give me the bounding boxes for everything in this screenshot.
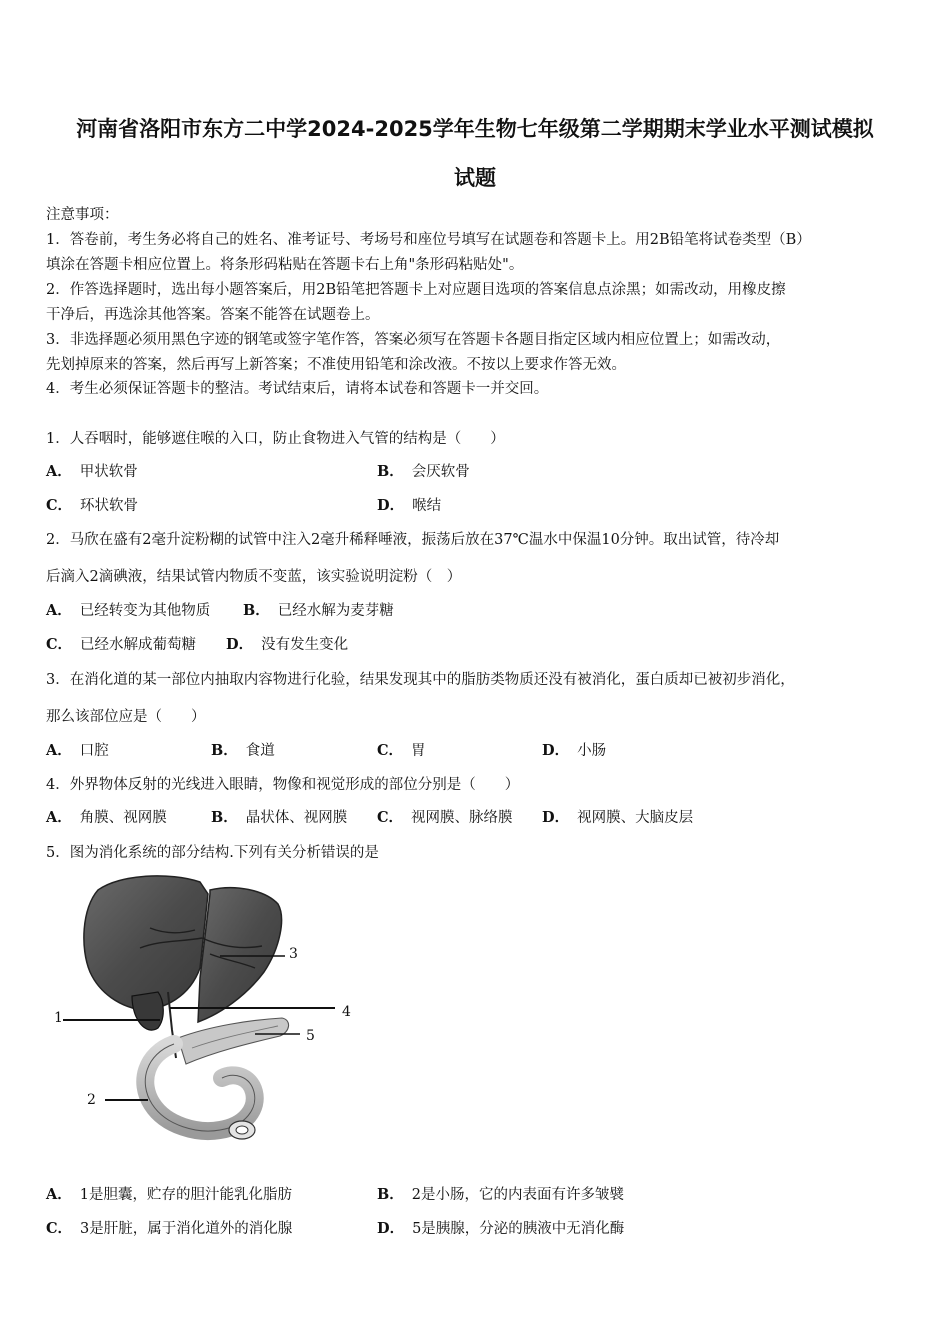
- question-5-option-c[interactable]: C． 3是肝脏，属于消化道外的消化腺: [46, 1220, 293, 1237]
- question-1-option-d[interactable]: D． 喉结: [377, 497, 442, 514]
- question-2-option-d[interactable]: D． 没有发生变化: [226, 636, 349, 653]
- question-2-stem: 2．马欣在盛有2毫升淀粉糊的试管中注入2毫升稀释唾液，振荡后放在37℃温水中保温10分钟。取出试管，待冷却: [46, 532, 780, 548]
- question-5-option-a[interactable]: A． 1是胆囊，贮存的胆汁能乳化脂肪: [46, 1186, 292, 1203]
- figure-label-5: 5: [306, 1028, 315, 1044]
- figure-label-1: 1: [54, 1010, 63, 1026]
- question-3-option-d[interactable]: D． 小肠: [542, 742, 607, 759]
- question-3-stem: 3．在消化道的某一部位内抽取内容物进行化验，结果发现其中的脂肪类物质还没有被消化，蛋白质却已被初步消化，: [46, 672, 795, 688]
- question-2-option-b[interactable]: B． 已经水解为麦芽糖: [243, 602, 394, 619]
- question-1-option-b[interactable]: B． 会厌软骨: [377, 463, 470, 480]
- question-3-option-a[interactable]: A． 口腔: [46, 742, 109, 759]
- notice-line: 填涂在答题卡相应位置上。将条形码粘贴在答题卡右上角"条形码粘贴处"。: [46, 257, 524, 273]
- notice-line: 干净后，再选涂其他答案。答案不能答在试题卷上。: [46, 307, 380, 323]
- question-5-option-b[interactable]: B． 2是小肠，它的内表面有许多皱襞: [377, 1186, 624, 1203]
- question-2-stem-continued: 后滴入2滴碘液，结果试管内物质不变蓝，该实验说明淀粉（ ）: [46, 569, 462, 585]
- digestive-system-figure: [50, 868, 360, 1148]
- figure-label-3: 3: [289, 946, 298, 962]
- question-4-option-b[interactable]: B． 晶状体、视网膜: [211, 809, 348, 826]
- question-3-option-c[interactable]: C． 胃: [377, 742, 426, 759]
- question-1-stem: 1．人吞咽时，能够遮住喉的入口，防止食物进入气管的结构是（ ）: [46, 431, 505, 447]
- notice-line: 先划掉原来的答案，然后再写上新答案；不准使用铅笔和涂改液。不按以上要求作答无效。: [46, 357, 626, 373]
- notice-heading: 注意事项：: [46, 207, 119, 223]
- question-1-option-a[interactable]: A． 甲状软骨: [46, 463, 138, 480]
- question-2-option-a[interactable]: A． 已经转变为其他物质: [46, 602, 211, 619]
- question-5-option-d[interactable]: D． 5是胰腺，分泌的胰液中无消化酶: [377, 1220, 625, 1237]
- question-4-option-a[interactable]: A． 角膜、视网膜: [46, 809, 167, 826]
- notice-line: 4．考生必须保证答题卡的整洁。考试结束后，请将本试卷和答题卡一并交回。: [46, 381, 549, 397]
- notice-line: 2．作答选择题时，选出每小题答案后，用2B铅笔把答题卡上对应题目选项的答案信息点涂黑；如需改动，用橡皮擦: [46, 282, 786, 298]
- page-title-continued: 试题: [454, 166, 496, 190]
- figure-label-2: 2: [87, 1092, 96, 1108]
- page-title: 河南省洛阳市东方二中学2024-2025学年生物七年级第二学期期末学业水平测试模拟: [76, 117, 874, 141]
- question-4-stem: 4．外界物体反射的光线进入眼睛，物像和视觉形成的部位分别是（ ）: [46, 777, 520, 793]
- question-5-stem: 5．图为消化系统的部分结构.下列有关分析错误的是: [46, 845, 379, 861]
- notice-line: 1．答卷前，考生务必将自己的姓名、准考证号、考场号和座位号填写在试题卷和答题卡上。用2B铅笔将试卷类型（B）: [46, 232, 811, 248]
- question-4-option-d[interactable]: D． 视网膜、大脑皮层: [542, 809, 694, 826]
- figure-label-4: 4: [342, 1004, 351, 1020]
- question-2-option-c[interactable]: C． 已经水解成葡萄糖: [46, 636, 197, 653]
- question-3-stem-continued: 那么该部位应是（ ）: [46, 709, 206, 725]
- question-3-option-b[interactable]: B． 食道: [211, 742, 275, 759]
- question-1-option-c[interactable]: C． 环状软骨: [46, 497, 139, 514]
- question-4-option-c[interactable]: C． 视网膜、脉络膜: [377, 809, 513, 826]
- notice-line: 3．非选择题必须用黑色字迹的钢笔或签字笔作答，答案必须写在答题卡各题目指定区域内相应位置上；如需改动，: [46, 332, 781, 348]
